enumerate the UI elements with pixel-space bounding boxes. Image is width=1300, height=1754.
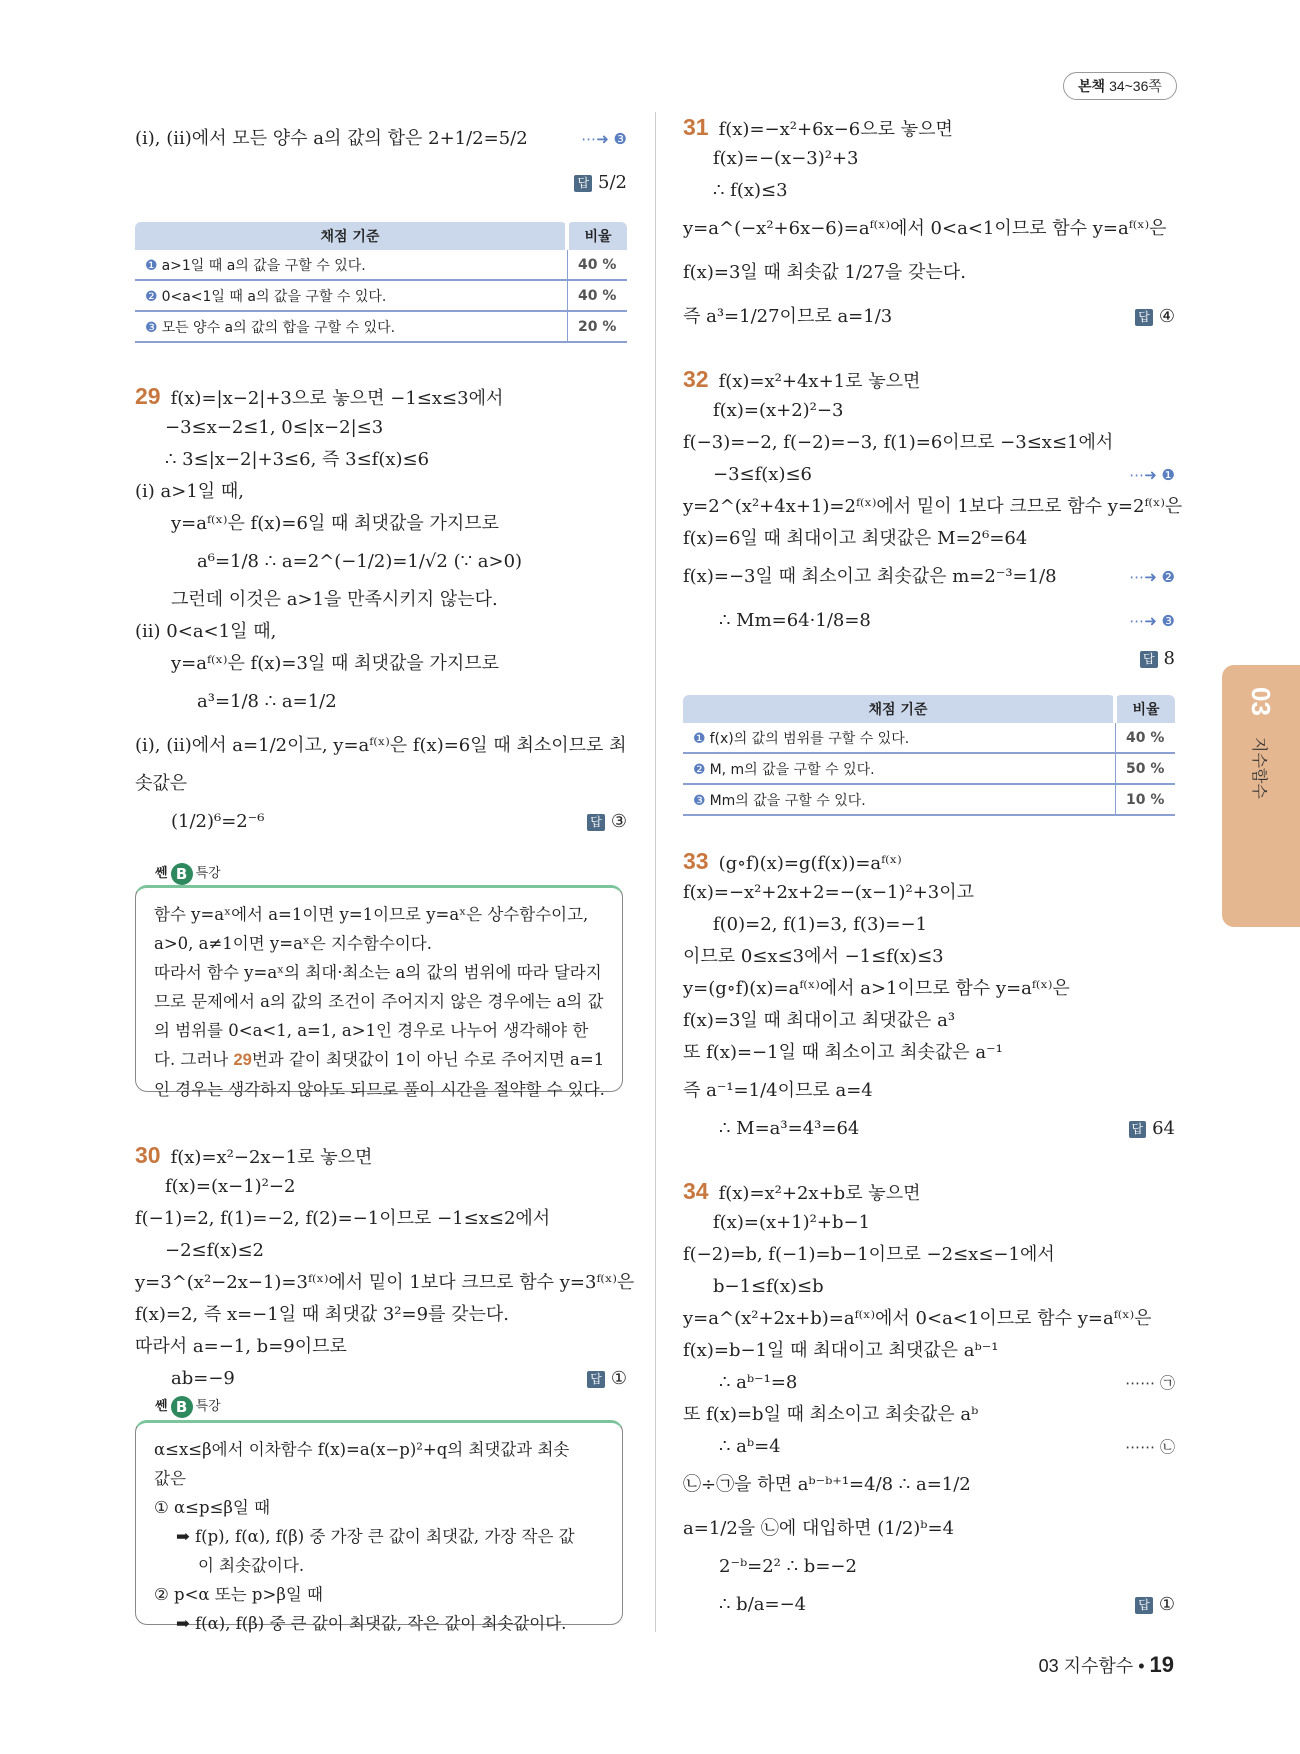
solution-line: f(x)=−3일 때 최소이고 최솟값은 m=2⁻³=1/8 <box>683 566 1057 587</box>
table-header: 비율 <box>567 222 627 250</box>
problem-34 <box>683 1175 1175 1627</box>
tip-line: ➡ f(α), f(β) 중 큰 값이 최댓값, 작은 값이 최솟값이다. <box>176 1614 567 1633</box>
step-marker: ⋯➜ ❶ <box>1129 466 1175 484</box>
solution-line: ㉡÷㉠을 하면 aᵇ⁻ᵇ⁺¹=4/8 ∴ a=1/2 <box>683 1474 971 1495</box>
table-row <box>135 311 627 342</box>
chapter-side-tab[interactable] <box>1222 665 1300 927</box>
tip-box-2 <box>135 1420 623 1633</box>
solution-line: ∴ Mm=64·1/8=8 <box>719 610 871 631</box>
solution-line: f(x)=b−1일 때 최대이고 최댓값은 aᵇ⁻¹ <box>683 1340 999 1361</box>
solution-line: 솟값은 <box>135 773 188 794</box>
answer-icon: 답 <box>587 814 605 831</box>
answer-icon: 답 <box>574 175 592 192</box>
answer-icon: 답 <box>1129 1121 1147 1138</box>
tip-line: 의 범위를 0<a<1, a=1, a>1인 경우로 나누어 생각해야 한 <box>154 1021 589 1040</box>
solution-line: y=(g∘f)(x)=aᶠ⁽ˣ⁾에서 a>1이므로 함수 y=aᶠ⁽ˣ⁾은 <box>683 978 1070 999</box>
solution-line: 그런데 이것은 a>1을 만족시키지 않는다. <box>171 589 498 610</box>
answer-value: ① <box>610 1368 627 1389</box>
problem-reference: 29 <box>233 1051 252 1069</box>
solution-line: b−1≤f(x)≤b <box>713 1276 824 1297</box>
ratio: 40 % <box>1115 723 1175 753</box>
solution-line: y=a^(−x²+6x−6)=aᶠ⁽ˣ⁾에서 0<a<1이므로 함수 y=aᶠ⁽ˣ⁾은 <box>683 218 1167 239</box>
criterion: 0<a<1일 때 a의 값을 구할 수 있다. <box>161 288 387 305</box>
solution-line: a=1/2을 ㉡에 대입하면 (1/2)ᵇ=4 <box>683 1518 955 1539</box>
solution-line: a³=1/8 ∴ a=1/2 <box>197 691 337 712</box>
chapter-number: 03 <box>1246 687 1276 716</box>
answer <box>574 161 627 205</box>
step-number: ❸ <box>145 319 158 336</box>
book-label: 본책 <box>1078 78 1106 94</box>
grading-table-1 <box>135 222 627 343</box>
tip-line <box>154 1045 604 1075</box>
ratio: 10 % <box>1115 784 1175 815</box>
tip-line: a>0, a≠1이면 y=aˣ은 지수함수이다. <box>154 934 432 953</box>
solution-line: f(−1)=2, f(1)=−2, f(2)=−1이므로 −1≤x≤2에서 <box>135 1208 551 1229</box>
sum-conclusion <box>135 117 627 205</box>
answer-value: ④ <box>1158 306 1175 327</box>
solution-line: f(0)=2, f(1)=3, f(3)=−1 <box>713 914 928 935</box>
table-row <box>135 250 627 280</box>
problem-32 <box>683 363 1183 675</box>
footer-chapter: 03 지수함수 <box>1038 1656 1134 1676</box>
tip-line: α≤x≤β에서 이차함수 f(x)=a(x−p)²+q의 최댓값과 최솟 <box>154 1440 570 1459</box>
footer-separator: • <box>1138 1656 1145 1676</box>
grading-table-2 <box>683 695 1175 816</box>
step-number: ❷ <box>693 761 706 778</box>
solution-line: −3≤x−2≤1, 0≤|x−2|≤3 <box>165 417 384 438</box>
step-number: ❶ <box>693 730 706 747</box>
ratio: 50 % <box>1115 753 1175 784</box>
solution-line: ∴ M=a³=4³=64 <box>719 1118 860 1139</box>
problem-number: 31 <box>683 114 709 140</box>
brand-logo: 쎈 <box>155 1399 168 1414</box>
solution-line: y=a^(x²+2x+b)=aᶠ⁽ˣ⁾에서 0<a<1이므로 함수 y=aᶠ⁽ˣ⁾은 <box>683 1308 1152 1329</box>
solution-line: 따라서 a=−1, b=9이므로 <box>135 1336 347 1357</box>
step-marker: ⋯➜ ❷ <box>1129 568 1175 586</box>
answer-value: 8 <box>1163 648 1175 669</box>
solution-line: f(x)=−(x−3)²+3 <box>713 148 859 169</box>
step-marker: ⋯➜ ❸ <box>581 130 627 148</box>
solution-line: ab=−9 <box>171 1368 235 1389</box>
solution-line: 이므로 0≤x≤3에서 −1≤f(x)≤3 <box>683 946 944 967</box>
solution-line: f(x)=(x−1)²−2 <box>165 1176 296 1197</box>
answer-icon: 답 <box>1140 651 1158 668</box>
page-footer <box>1039 1652 1174 1678</box>
solution-line: (1/2)⁶=2⁻⁶ <box>171 811 265 832</box>
tip-line: 므로 문제에서 a의 값의 조건이 주어지지 않은 경우에는 a의 값 <box>154 992 604 1011</box>
ratio: 40 % <box>567 250 627 280</box>
answer <box>1129 1113 1176 1145</box>
solution-line: (g∘f)(x)=g(f(x))=aᶠ⁽ˣ⁾ <box>718 853 902 874</box>
page-number: 19 <box>1149 1652 1174 1677</box>
answer <box>1135 295 1175 339</box>
b-badge-icon: B <box>171 863 193 885</box>
tip-header <box>155 1395 221 1418</box>
problem-number: 29 <box>135 383 161 409</box>
criterion: M, m의 값을 구할 수 있다. <box>709 761 875 778</box>
problem-30 <box>135 1139 635 1395</box>
table-header: 채점 기준 <box>135 222 567 250</box>
criterion: f(x)의 값의 범위를 구할 수 있다. <box>709 730 910 747</box>
tip-text: 번과 같이 최댓값이 1이 아닌 수로 주어지면 a=1 <box>251 1050 605 1069</box>
solution-line: 2⁻ᵇ=2² ∴ b=−2 <box>719 1556 857 1577</box>
table-header: 채점 기준 <box>683 695 1115 723</box>
problem-number: 30 <box>135 1142 161 1168</box>
column-divider <box>655 112 656 1632</box>
answer-value: 64 <box>1152 1118 1175 1139</box>
problem-number: 32 <box>683 366 709 392</box>
table-row <box>683 723 1175 753</box>
solution-line: ∴ 3≤|x−2|+3≤6, 즉 3≤f(x)≤6 <box>165 449 430 470</box>
tip-label: 특강 <box>195 866 221 881</box>
problem-31 <box>683 111 1175 339</box>
table-header: 비율 <box>1115 695 1175 723</box>
solution-line: f(x)=2, 즉 x=−1일 때 최댓값 3²=9를 갖는다. <box>135 1304 510 1325</box>
answer <box>587 800 627 844</box>
answer-value: 5/2 <box>598 172 627 193</box>
solution-line: (ⅱ) 0<a<1일 때, <box>135 621 277 642</box>
answer-icon: 답 <box>1135 1597 1153 1614</box>
solution-line: f(−2)=b, f(−1)=b−1이므로 −2≤x≤−1에서 <box>683 1244 1055 1265</box>
tip-line: 값은 <box>154 1469 186 1488</box>
answer-icon: 답 <box>1135 309 1153 326</box>
solution-line: f(x)=x²−2x−1로 놓으면 <box>170 1147 373 1168</box>
solution-line: −3≤f(x)≤6 <box>713 464 813 485</box>
criterion: 모든 양수 a의 값의 합을 구할 수 있다. <box>161 319 396 336</box>
solution-line: f(x)=(x+1)²+b−1 <box>713 1212 871 1233</box>
solution-line: 또 f(x)=b일 때 최소이고 최솟값은 aᵇ <box>683 1404 979 1425</box>
problem-33 <box>683 845 1175 1145</box>
left-column <box>135 0 635 1700</box>
equation-label: ⋯⋯ ㉠ <box>1125 1374 1175 1392</box>
solution-line: f(x)=3일 때 최솟값 1/27을 갖는다. <box>683 262 966 283</box>
solution-line: y=aᶠ⁽ˣ⁾은 f(x)=6일 때 최댓값을 가지므로 <box>171 513 499 534</box>
solution-line: 또 f(x)=−1일 때 최소이고 최솟값은 a⁻¹ <box>683 1042 1003 1063</box>
tip-line: 인 경우는 생각하지 않아도 되므로 풀이 시간을 절약할 수 있다. <box>154 1080 605 1099</box>
solution-line: −2≤f(x)≤2 <box>165 1240 265 1261</box>
answer <box>1135 1583 1175 1627</box>
solution-line: y=aᶠ⁽ˣ⁾은 f(x)=3일 때 최댓값을 가지므로 <box>171 653 499 674</box>
problem-29 <box>135 380 627 844</box>
solution-line: y=2^(x²+4x+1)=2ᶠ⁽ˣ⁾에서 밑이 1보다 크므로 함수 y=2ᶠ⁽ˣ⁾은 <box>683 496 1183 517</box>
brand-logo: 쎈 <box>155 866 168 881</box>
solution-line: (ⅰ), (ⅱ)에서 모든 양수 a의 값의 합은 2+1/2=5/2 <box>135 128 528 149</box>
solution-line: ∴ aᵇ=4 <box>719 1436 781 1457</box>
solution-line: ∴ b/a=−4 <box>719 1594 807 1615</box>
answer-value: ① <box>1158 1594 1175 1615</box>
tip-line: 이 최솟값이다. <box>198 1556 305 1575</box>
chapter-title: 지수함수 <box>1250 737 1269 799</box>
ratio: 40 % <box>567 280 627 311</box>
solution-line: f(x)=x²+2x+b로 놓으면 <box>718 1183 921 1204</box>
tip-box-1 <box>135 885 623 1099</box>
step-number: ❶ <box>145 257 158 274</box>
solution-line: f(x)=x²+4x+1로 놓으면 <box>718 371 921 392</box>
solution-line: ∴ f(x)≤3 <box>713 180 788 201</box>
criterion: a>1일 때 a의 값을 구할 수 있다. <box>161 257 366 274</box>
tip-header <box>155 862 221 885</box>
solution-line: (ⅰ), (ⅱ)에서 a=1/2이고, y=aᶠ⁽ˣ⁾은 f(x)=6일 때 최소이므로 최 <box>135 735 627 756</box>
solution-line: f(−3)=−2, f(−2)=−3, f(1)=6이므로 −3≤x≤1에서 <box>683 432 1114 453</box>
solution-line: f(x)=|x−2|+3으로 놓으면 −1≤x≤3에서 <box>170 388 504 409</box>
solution-line: y=3^(x²−2x−1)=3ᶠ⁽ˣ⁾에서 밑이 1보다 크므로 함수 y=3ᶠ⁽ˣ⁾은 <box>135 1272 635 1293</box>
answer-icon: 답 <box>587 1371 605 1388</box>
solution-line: 즉 a³=1/27이므로 a=1/3 <box>683 306 893 327</box>
criterion: Mm의 값을 구할 수 있다. <box>709 792 866 809</box>
table-row <box>135 280 627 311</box>
ratio: 20 % <box>567 311 627 342</box>
tip-line: 함수 y=aˣ에서 a=1이면 y=1이므로 y=aˣ은 상수함수이고, <box>154 905 589 924</box>
answer <box>1140 643 1175 675</box>
b-badge-icon: B <box>171 1396 193 1418</box>
tip-label: 특강 <box>195 1399 221 1414</box>
tip-line: ➡ f(p), f(α), f(β) 중 가장 큰 값이 최댓값, 가장 작은 값 <box>176 1527 575 1546</box>
tip-line: ② p<α 또는 p>β일 때 <box>154 1585 323 1604</box>
tip-line: ① α≤p≤β일 때 <box>154 1498 271 1517</box>
solution-line: ∴ aᵇ⁻¹=8 <box>719 1372 798 1393</box>
solution-line: (ⅰ) a>1일 때, <box>135 481 245 502</box>
solution-line: 즉 a⁻¹=1/4이므로 a=4 <box>683 1080 873 1101</box>
answer <box>587 1363 627 1395</box>
solution-line: f(x)=−x²+6x−6으로 놓으면 <box>718 119 953 140</box>
equation-label: ⋯⋯ ㉡ <box>1125 1438 1175 1456</box>
tip-text: 다. 그러나 <box>154 1050 234 1069</box>
solution-line: f(x)=6일 때 최대이고 최댓값은 M=2⁶=64 <box>683 528 1028 549</box>
step-number: ❷ <box>145 288 158 305</box>
solution-line: f(x)=(x+2)²−3 <box>713 400 844 421</box>
problem-number: 34 <box>683 1178 709 1204</box>
solution-line: f(x)=−x²+2x+2=−(x−1)²+3이고 <box>683 882 975 903</box>
right-column <box>683 0 1183 1700</box>
table-row <box>683 753 1175 784</box>
step-number: ❸ <box>693 792 706 809</box>
table-row <box>683 784 1175 815</box>
answer-value: ③ <box>610 811 627 832</box>
problem-number: 33 <box>683 848 709 874</box>
solution-line: f(x)=3일 때 최대이고 최댓값은 a³ <box>683 1010 956 1031</box>
tip-line: 따라서 함수 y=aˣ의 최대·최소는 a의 값의 범위에 따라 달라지 <box>154 963 602 982</box>
step-marker: ⋯➜ ❸ <box>1129 612 1175 630</box>
solution-line: a⁶=1/8 ∴ a=2^(−1/2)=1/√2 (∵ a>0) <box>197 551 523 572</box>
page-range: 34~36쪽 <box>1109 78 1162 94</box>
